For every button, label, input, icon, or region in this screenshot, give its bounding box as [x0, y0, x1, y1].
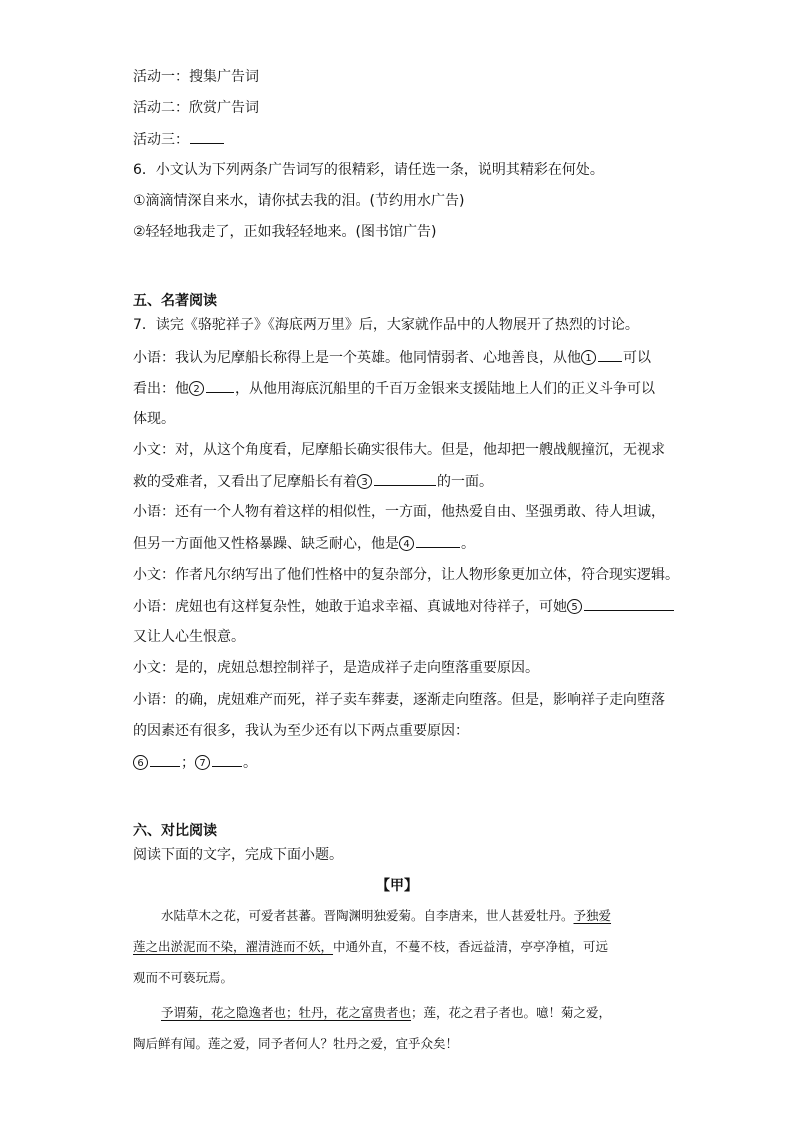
answer-blank-6[interactable] [150, 752, 180, 767]
passage-text: 中通外直，不蔓不枝，香远益清，亭亭净植，可远 [333, 939, 609, 954]
dialogue-line [133, 596, 675, 617]
dialogue-line [133, 347, 651, 368]
section-5-title: 五、名著阅读 [133, 293, 217, 309]
dialogue-line: 小文：是的，虎妞总想控制祥子，是造成祥子走向堕落重要原因。 [133, 660, 539, 676]
answer-blank-4[interactable] [416, 533, 460, 548]
blank-number-2: 2 [189, 381, 204, 396]
answer-blank-2[interactable] [206, 378, 234, 393]
activity-3-label: 活动三： [133, 132, 189, 148]
dialogue-line [133, 533, 475, 554]
line-end: 。 [243, 755, 257, 771]
passage-line: 观而不可亵玩焉。 [133, 970, 234, 985]
passage-line [161, 1003, 701, 1023]
passage-line [161, 906, 701, 926]
activity-3 [133, 129, 225, 150]
dialogue-text: 的一面。 [437, 474, 493, 490]
passage-text: ；莲，花之君子者也。噫！菊之爱， [411, 1005, 612, 1020]
dialogue-line: 的因素还有很多，我认为至少还有以下两点重要原因： [133, 723, 469, 739]
dialogue-text: 但另一方面他又性格暴躁、缺乏耐心，他是 [133, 536, 399, 552]
question-6-option-2: ②轻轻地我走了，正如我轻轻地来。(图书馆广告) [133, 224, 437, 240]
activity-1: 活动一：搜集广告词 [133, 69, 259, 85]
dialogue-text: 可以 [623, 350, 651, 366]
passage-line [133, 937, 673, 957]
separator: ； [181, 755, 195, 771]
passage-underlined-text: 予谓菊，花之隐逸者也；牡丹，花之富贵者也 [161, 1005, 412, 1020]
dialogue-line: 小文：对，从这个角度看，尼摩船长确实很伟大。但是，他却把一艘战舰撞沉，无视求 [133, 442, 665, 458]
question-7-stem: 7．读完《骆驼祥子》《海底两万里》后，大家就作品中的人物展开了热烈的讨论。 [133, 317, 639, 333]
dialogue-text: ，从他用海底沉船里的千百万金银来支援陆地上人们的正义斗争可以 [235, 381, 655, 397]
dialogue-line: 小语：还有一个人物有着这样的相似性，一方面，他热爱自由、坚强勇敢、待人坦诚， [133, 504, 665, 520]
question-6-stem: 6．小文认为下列两条广告词写的很精彩，请任选一条，说明其精彩在何处。 [133, 162, 604, 178]
blank-number-7: 7 [195, 755, 210, 770]
blank-number-6: 6 [133, 755, 148, 770]
passage-underlined-text: 莲之出淤泥而不染，濯清涟而不妖， [133, 939, 334, 954]
dialogue-text: 小语：虎妞也有这样复杂性，她敢于追求幸福、真诚地对待祥子，可她 [133, 599, 567, 615]
section-6-title: 六、对比阅读 [133, 823, 217, 839]
section-6-instruction: 阅读下面的文字，完成下面小题。 [133, 847, 343, 863]
answer-blank-7[interactable] [212, 752, 242, 767]
passage-label-jia: 【甲】 [376, 878, 418, 894]
question-6-option-1: ①滴滴情深自来水，请你拭去我的泪。(节约用水广告) [133, 193, 465, 209]
passage-underlined-text: 予独爱 [573, 908, 612, 923]
passage-text: 水陆草木之花，可爱者甚蕃。晋陶渊明独爱菊。自李唐来，世人甚爱牡丹。 [161, 908, 574, 923]
dialogue-line [133, 471, 493, 492]
passage-line: 陶后鲜有闻。莲之爱，同予者何人？牡丹之爱，宜乎众矣！ [133, 1036, 459, 1051]
blank-number-1: 1 [581, 350, 596, 365]
dialogue-text: 看出：他 [133, 381, 189, 397]
answer-blank-5[interactable] [584, 596, 674, 611]
dialogue-line: 小语：的确，虎妞难产而死，祥子卖车葬妻，逐渐走向堕落。但是，影响祥子走向堕落 [133, 692, 665, 708]
dialogue-text: 小语：我认为尼摩船长称得上是一个英雄。他同情弱者、心地善良，从他 [133, 350, 581, 366]
blank-number-4: 4 [399, 536, 414, 551]
dialogue-text: 救的受难者，又看出了尼摩船长有着 [133, 474, 357, 490]
dialogue-line: 体现。 [133, 411, 175, 427]
dialogue-line: 小文：作者凡尔纳写出了他们性格中的复杂部分，让人物形象更加立体，符合现实逻辑。 [133, 567, 679, 583]
answer-blank-1[interactable] [598, 347, 622, 362]
dialogue-text: 。 [461, 536, 475, 552]
answer-blank-3[interactable] [374, 471, 436, 486]
activity-2: 活动二：欣赏广告词 [133, 100, 259, 116]
blank-number-3: 3 [357, 474, 372, 489]
dialogue-line: 又让人心生恨意。 [133, 629, 245, 645]
blank-number-5: 5 [567, 599, 582, 614]
dialogue-line [133, 752, 257, 773]
dialogue-line [133, 378, 655, 399]
answer-blank[interactable] [190, 129, 224, 144]
